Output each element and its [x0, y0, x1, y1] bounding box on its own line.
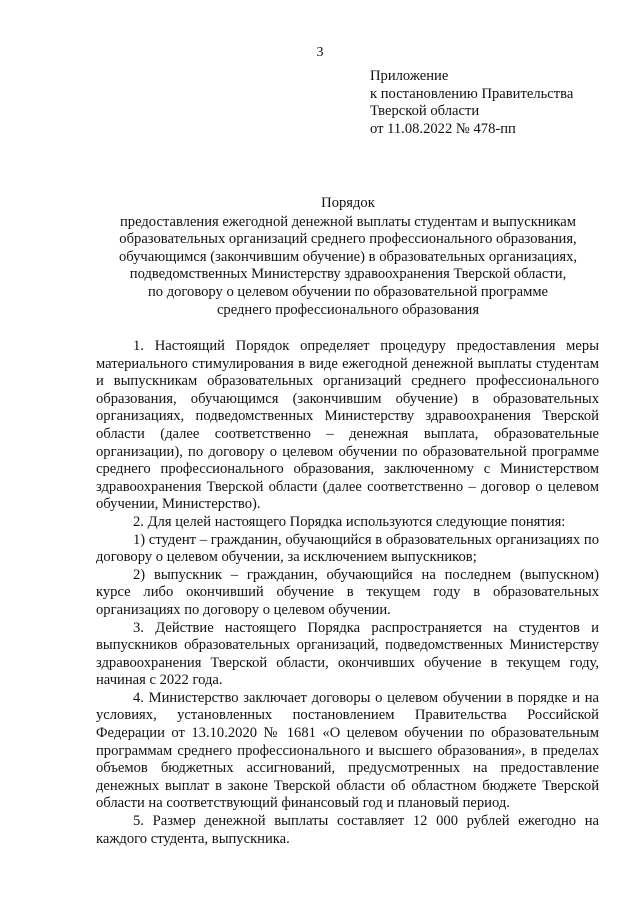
paragraph-2-item-2: 2) выпускник – гражданин, обучающийся на последнем (выпускном) курсе либо окончивший обучение в текущем году в образовательных организациях по договору о целевом обучении. — [96, 566, 599, 618]
appendix-line: к постановлению Правительства — [370, 85, 574, 102]
paragraph-5: 5. Размер денежной выплаты составляет 12 000 рублей ежегодно на каждого студента, выпускника. — [96, 813, 599, 847]
heading-line: обучающимся (закончившим обучение) в образовательных организациях, — [118, 248, 578, 265]
appendix-date-line: от 11.08.2022 № 478-пп — [370, 120, 516, 137]
document-title: Порядок — [321, 195, 375, 211]
appendix-block — [370, 68, 573, 138]
heading-line: по договору о целевом обучении по образовательной программе — [147, 283, 549, 300]
appendix-line: Тверской области — [370, 103, 480, 120]
heading-line: среднего профессионального образования — [216, 301, 480, 318]
paragraph-3: 3. Действие настоящего Порядка распространяется на студентов и выпускников образовательных организаций, подведомственных Министерству здравоохранения Тверской области, окончивших обучение в текущем году, начиная с 2022 года. — [96, 619, 599, 689]
paragraph-2-item-1: 1) студент – гражданин, обучающийся в образовательных организациях по договору о целевом обучении, за исключением выпускников; — [96, 531, 599, 566]
document-body — [96, 338, 599, 848]
document-heading — [96, 195, 600, 319]
heading-line: подведомственных Министерству здравоохранения Тверской области, — [129, 266, 567, 283]
page-number: 3 — [316, 45, 324, 60]
heading-line: предоставления ежегодной денежной выплаты студентам и выпускникам — [119, 213, 577, 230]
heading-line: образовательных организаций среднего профессионального образования, — [119, 231, 577, 248]
appendix-line: Приложение — [370, 68, 449, 84]
paragraph-4: 4. Министерство заключает договоры о целевом обучении в порядке и на условиях, установленных постановлением Правительства Российской Федерации от 13.10.2020 № 1681 «О целевом обучении по образовательным программам среднего профессионального и высшего образования», в пределах объемов бюджетных ассигнований, предусмотренных на предоставление денежных выплат в законе Тверской области об областном бюджете Тверской области на соответствующий финансовый год и плановый период. — [96, 689, 599, 812]
paragraph-2: 2. Для целей настоящего Порядка используются следующие понятия: — [133, 513, 566, 530]
paragraph-1: 1. Настоящий Порядок определяет процедуру предоставления меры материального стимулирования в виде ежегодной денежной выплаты студентам и выпускникам образовательных организаций среднего профессионального образования, обучающимся (закончившим обучение) в образовательных организациях, подведомственных Министерству здравоохранения Тверской области (далее соответственно – денежная выплата, образовательные организации), по договору о целевом обучении по образовательной программе среднего профессионального образования, заключенному с Министерством здравоохранения Тверской области (далее соответственно – договор о целевом обучении, Министерство). — [96, 338, 599, 513]
